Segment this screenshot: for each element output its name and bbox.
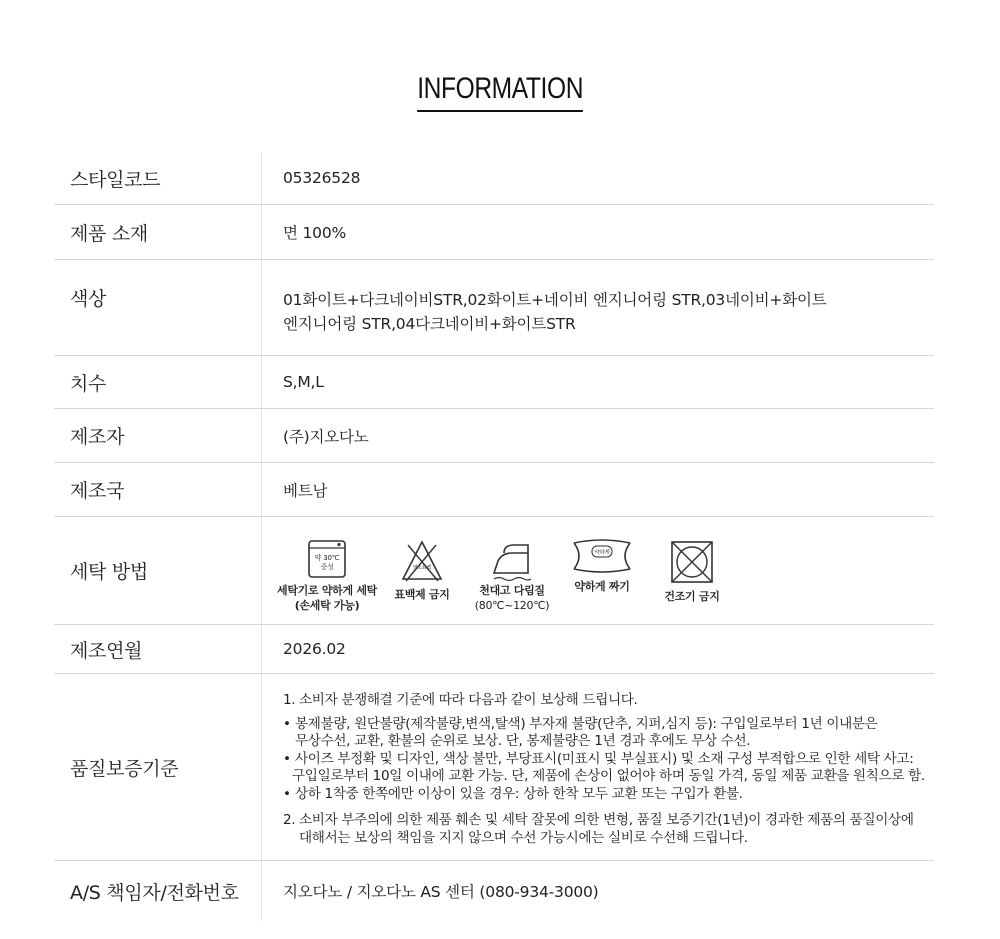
value-color: [262, 260, 934, 355]
value-material: 면 100%: [283, 224, 347, 242]
wash-item-no-bleach: [377, 539, 467, 602]
hand-wash-icon: [307, 539, 347, 579]
label-country: 제조국: [54, 463, 262, 516]
iron-icon: [490, 539, 534, 583]
label-washing: 세탁 방법: [54, 517, 262, 624]
wash-item-hand-wash: [277, 539, 377, 613]
wring-inner: 약하게: [594, 550, 610, 556]
label-material: 제품 소재: [54, 205, 262, 259]
label-quality: 품질보증기준: [54, 674, 262, 860]
info-table: [54, 152, 934, 921]
hand-wash-caption-1: 세탁기로 약하게 세탁: [277, 584, 377, 597]
wash-item-no-dry: [647, 539, 737, 604]
value-maker: (주)지오다노: [283, 427, 369, 446]
wring-caption: 약하게 짜기: [574, 580, 630, 593]
no-dry-caption: 건조기 금지: [664, 590, 720, 603]
wash-item-iron: [467, 539, 557, 613]
row-size: [54, 356, 934, 409]
label-maker: 제조자: [54, 409, 262, 462]
color-line-1: 01화이트+다크네이비STR,02화이트+네이비 엔지니어링 STR,03네이비+화이트: [283, 291, 827, 309]
label-style-code: 스타일코드: [54, 152, 262, 204]
label-as: A/S 책임자/전화번호: [54, 861, 262, 921]
iron-caption-1: 천대고 다림질: [479, 584, 545, 597]
hand-wash-neutral: 중성: [320, 563, 334, 571]
row-quality: [54, 674, 934, 861]
wash-item-wring: [557, 539, 647, 594]
value-as: 지오다노 / 지오다노 AS 센터 (080-934-3000): [283, 883, 599, 901]
quality-item-1: 1. 소비자 분쟁해결 기준에 따라 다음과 같이 보상해 드립니다.: [283, 692, 638, 708]
no-tumble-dry-icon: [669, 539, 715, 585]
washing-icons: [262, 517, 934, 624]
iron-caption-2: (80℃~120℃): [474, 599, 550, 612]
wring-gently-icon: [572, 539, 632, 573]
hand-wash-caption-2: (손세탁 가능): [294, 599, 360, 612]
page-title: INFORMATION: [417, 72, 583, 112]
label-size: 치수: [54, 356, 262, 408]
hand-wash-temp: 약 30℃: [314, 554, 340, 562]
quality-bullet-3: • 상하 1착중 한쪽에만 이상이 있을 경우: 상하 한착 모두 교환 또는 구입가 환불.: [283, 785, 743, 802]
quality-item-2: 2. 소비자 부주의에 의한 제품 훼손 및 세탁 잘못에 의한 변형, 품질 보증기간(1년)이 경과한 제품의 품질이상에 대해서는 보상의 책임을 지지 않으며 수선 가능시에는 실비로 수선해 드립니다.: [283, 812, 914, 846]
quality-bullet-2: • 사이즈 부정확 및 디자인, 색상 불만, 부당표시(미표시 및 부실표시) 및 소재 구성 부적합으로 인한 세탁 사고: 구입일로부터 10일 이내에 교환 가능. 단, 제품에 손상이 없어야 하며 동일 가격, 동일 제품 교환을 원칙으로 함.: [283, 750, 925, 784]
quality-bullet-1: • 봉제불량, 원단불량(제작불량,변색,탈색) 부자재 불량(단추, 지퍼,심지 등): 구입일로부터 1년 이내분은 무상수선, 교환, 환불의 순위로 보상. 단, 봉제불량은 1년 경과 후에도 무상 수선.: [283, 715, 878, 749]
value-style-code: 05326528: [283, 169, 361, 187]
value-country: 베트남: [283, 481, 328, 500]
label-color: 색상: [54, 260, 262, 355]
row-country: [54, 463, 934, 517]
value-date: 2026.02: [283, 640, 346, 658]
value-quality: [262, 674, 934, 860]
row-maker: [54, 409, 934, 463]
no-bleach-icon: [400, 539, 444, 583]
value-size: S,M,L: [283, 373, 324, 391]
label-date: 제조연월: [54, 625, 262, 673]
row-style-code: [54, 152, 934, 205]
no-bleach-caption: 표백제 금지: [394, 588, 450, 601]
row-washing: [54, 517, 934, 625]
row-color: [54, 260, 934, 356]
no-bleach-inner: 염소표백: [412, 565, 432, 571]
color-line-2: 엔지니어링 STR,04다크네이비+화이트STR: [283, 315, 576, 333]
title-wrap: [0, 72, 1000, 112]
row-material: [54, 205, 934, 260]
row-as: [54, 861, 934, 921]
row-date: [54, 625, 934, 674]
